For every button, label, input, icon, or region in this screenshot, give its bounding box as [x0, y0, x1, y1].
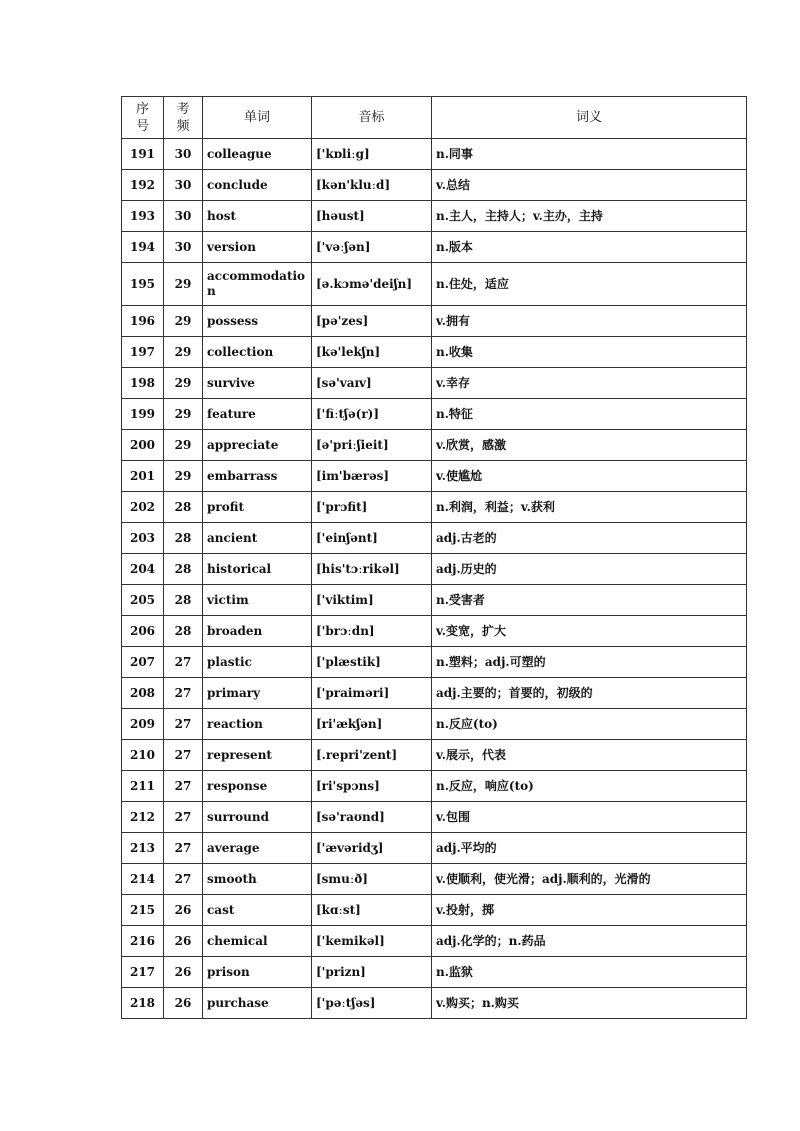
meaning: n.版本	[432, 232, 747, 263]
serial-number: 213	[122, 833, 164, 864]
phonetic: ['vəːʃən]	[312, 232, 432, 263]
phonetic: [his'tɔːrikəl]	[312, 554, 432, 585]
meaning: v.欣赏，感激	[432, 430, 747, 461]
table-row	[122, 647, 747, 678]
serial-number: 204	[122, 554, 164, 585]
serial-number: 209	[122, 709, 164, 740]
table-row	[122, 709, 747, 740]
exam-frequency: 27	[164, 802, 203, 833]
word: smooth	[203, 864, 312, 895]
word: cast	[203, 895, 312, 926]
phonetic: ['praiməri]	[312, 678, 432, 709]
exam-frequency: 30	[164, 170, 203, 201]
table-row	[122, 337, 747, 368]
table-row	[122, 263, 747, 306]
phonetic: [.repri'zent]	[312, 740, 432, 771]
table-row	[122, 201, 747, 232]
meaning: v.变宽，扩大	[432, 616, 747, 647]
meaning: n.主人，主持人；v.主办，主持	[432, 201, 747, 232]
table-row	[122, 957, 747, 988]
meaning: v.拥有	[432, 306, 747, 337]
table-row	[122, 170, 747, 201]
phonetic: [kɑːst]	[312, 895, 432, 926]
phonetic: [sə'raʊnd]	[312, 802, 432, 833]
exam-frequency: 27	[164, 771, 203, 802]
meaning: n.塑料；adj.可塑的	[432, 647, 747, 678]
table-row	[122, 771, 747, 802]
phonetic: [ə.kɔmə'deiʃn]	[312, 263, 432, 306]
serial-number: 211	[122, 771, 164, 802]
exam-frequency: 29	[164, 368, 203, 399]
serial-number: 201	[122, 461, 164, 492]
word: response	[203, 771, 312, 802]
serial-number: 199	[122, 399, 164, 430]
exam-frequency: 27	[164, 833, 203, 864]
phonetic: ['viktim]	[312, 585, 432, 616]
meaning: n.收集	[432, 337, 747, 368]
table-row	[122, 399, 747, 430]
meaning: n.利润，利益；v.获利	[432, 492, 747, 523]
word: host	[203, 201, 312, 232]
word: reaction	[203, 709, 312, 740]
table-row	[122, 926, 747, 957]
exam-frequency: 29	[164, 461, 203, 492]
meaning: adj.平均的	[432, 833, 747, 864]
header-phonetic: 音标	[312, 97, 432, 139]
meaning: n.特征	[432, 399, 747, 430]
phonetic: ['plæstik]	[312, 647, 432, 678]
serial-number: 208	[122, 678, 164, 709]
word: appreciate	[203, 430, 312, 461]
exam-frequency: 27	[164, 647, 203, 678]
table-row	[122, 492, 747, 523]
meaning: adj.古老的	[432, 523, 747, 554]
exam-frequency: 27	[164, 678, 203, 709]
word: prison	[203, 957, 312, 988]
table-header	[122, 97, 747, 139]
header-row	[122, 97, 747, 139]
word: collection	[203, 337, 312, 368]
phonetic: ['prɔfit]	[312, 492, 432, 523]
serial-number: 191	[122, 139, 164, 170]
meaning: adj.历史的	[432, 554, 747, 585]
vocabulary-page	[121, 96, 746, 1019]
exam-frequency: 28	[164, 492, 203, 523]
exam-frequency: 30	[164, 201, 203, 232]
exam-frequency: 27	[164, 864, 203, 895]
meaning: n.同事	[432, 139, 747, 170]
meaning: v.投射，掷	[432, 895, 747, 926]
phonetic: ['einʃənt]	[312, 523, 432, 554]
serial-number: 205	[122, 585, 164, 616]
word: victim	[203, 585, 312, 616]
phonetic: [ri'ækʃən]	[312, 709, 432, 740]
serial-number: 202	[122, 492, 164, 523]
exam-frequency: 29	[164, 399, 203, 430]
exam-frequency: 28	[164, 554, 203, 585]
phonetic: ['kemikəl]	[312, 926, 432, 957]
exam-frequency: 28	[164, 585, 203, 616]
phonetic: [həust]	[312, 201, 432, 232]
meaning: adj.化学的；n.药品	[432, 926, 747, 957]
table-body	[122, 139, 747, 1019]
table-row	[122, 802, 747, 833]
phonetic: ['pəːtʃəs]	[312, 988, 432, 1019]
table-row	[122, 988, 747, 1019]
word: broaden	[203, 616, 312, 647]
meaning: v.展示，代表	[432, 740, 747, 771]
exam-frequency: 27	[164, 740, 203, 771]
meaning: n.受害者	[432, 585, 747, 616]
serial-number: 198	[122, 368, 164, 399]
phonetic: ['prizn]	[312, 957, 432, 988]
meaning: adj.主要的；首要的，初级的	[432, 678, 747, 709]
table-row	[122, 430, 747, 461]
serial-number: 216	[122, 926, 164, 957]
phonetic: [smuːð]	[312, 864, 432, 895]
exam-frequency: 30	[164, 139, 203, 170]
meaning: v.购买；n.购买	[432, 988, 747, 1019]
table-row	[122, 139, 747, 170]
word: surround	[203, 802, 312, 833]
phonetic: [kə'lekʃn]	[312, 337, 432, 368]
exam-frequency: 30	[164, 232, 203, 263]
header-meaning: 词义	[432, 97, 747, 139]
table-row	[122, 461, 747, 492]
serial-number: 217	[122, 957, 164, 988]
exam-frequency: 28	[164, 616, 203, 647]
table-row	[122, 368, 747, 399]
serial-number: 193	[122, 201, 164, 232]
word: survive	[203, 368, 312, 399]
table-row	[122, 740, 747, 771]
table-row	[122, 833, 747, 864]
serial-number: 197	[122, 337, 164, 368]
serial-number: 218	[122, 988, 164, 1019]
word: represent	[203, 740, 312, 771]
meaning: v.总结	[432, 170, 747, 201]
exam-frequency: 28	[164, 523, 203, 554]
table-row	[122, 306, 747, 337]
exam-frequency: 29	[164, 263, 203, 306]
word: purchase	[203, 988, 312, 1019]
word: historical	[203, 554, 312, 585]
exam-frequency: 27	[164, 709, 203, 740]
phonetic: [ri'spɔns]	[312, 771, 432, 802]
header-serial-number: 序 号	[122, 97, 164, 139]
meaning: v.使尴尬	[432, 461, 747, 492]
exam-frequency: 26	[164, 926, 203, 957]
exam-frequency: 26	[164, 988, 203, 1019]
exam-frequency: 29	[164, 337, 203, 368]
phonetic: [im'bærəs]	[312, 461, 432, 492]
exam-frequency: 29	[164, 430, 203, 461]
serial-number: 200	[122, 430, 164, 461]
word: plastic	[203, 647, 312, 678]
header-word: 单词	[203, 97, 312, 139]
serial-number: 206	[122, 616, 164, 647]
exam-frequency: 29	[164, 306, 203, 337]
meaning: n.住处，适应	[432, 263, 747, 306]
table-row	[122, 616, 747, 647]
serial-number: 214	[122, 864, 164, 895]
phonetic: [kən'kluːd]	[312, 170, 432, 201]
phonetic: [sə'vaɪv]	[312, 368, 432, 399]
meaning: n.反应，响应(to)	[432, 771, 747, 802]
exam-frequency: 26	[164, 895, 203, 926]
phonetic: ['brɔːdn]	[312, 616, 432, 647]
table-row	[122, 895, 747, 926]
phonetic: [pə'zes]	[312, 306, 432, 337]
serial-number: 212	[122, 802, 164, 833]
serial-number: 192	[122, 170, 164, 201]
word: average	[203, 833, 312, 864]
word: profit	[203, 492, 312, 523]
meaning: v.包围	[432, 802, 747, 833]
word: primary	[203, 678, 312, 709]
serial-number: 194	[122, 232, 164, 263]
meaning: v.使顺利，使光滑；adj.顺利的，光滑的	[432, 864, 747, 895]
meaning: n.监狱	[432, 957, 747, 988]
serial-number: 195	[122, 263, 164, 306]
table-row	[122, 554, 747, 585]
table-row	[122, 232, 747, 263]
table-row	[122, 585, 747, 616]
table-row	[122, 523, 747, 554]
serial-number: 207	[122, 647, 164, 678]
word: colleague	[203, 139, 312, 170]
table-row	[122, 678, 747, 709]
exam-frequency: 26	[164, 957, 203, 988]
word: feature	[203, 399, 312, 430]
serial-number: 196	[122, 306, 164, 337]
word: version	[203, 232, 312, 263]
word: embarrass	[203, 461, 312, 492]
serial-number: 203	[122, 523, 164, 554]
meaning: v.幸存	[432, 368, 747, 399]
meaning: n.反应(to)	[432, 709, 747, 740]
word: chemical	[203, 926, 312, 957]
word: accommodation	[203, 263, 312, 306]
vocabulary-table	[121, 96, 747, 1019]
phonetic: ['ævəridʒ]	[312, 833, 432, 864]
word: possess	[203, 306, 312, 337]
word: conclude	[203, 170, 312, 201]
serial-number: 210	[122, 740, 164, 771]
phonetic: [ə'priːʃieit]	[312, 430, 432, 461]
serial-number: 215	[122, 895, 164, 926]
phonetic: ['kɒliːg]	[312, 139, 432, 170]
phonetic: ['fiːtʃə(r)]	[312, 399, 432, 430]
table-row	[122, 864, 747, 895]
header-exam-frequency: 考 频	[164, 97, 203, 139]
word: ancient	[203, 523, 312, 554]
